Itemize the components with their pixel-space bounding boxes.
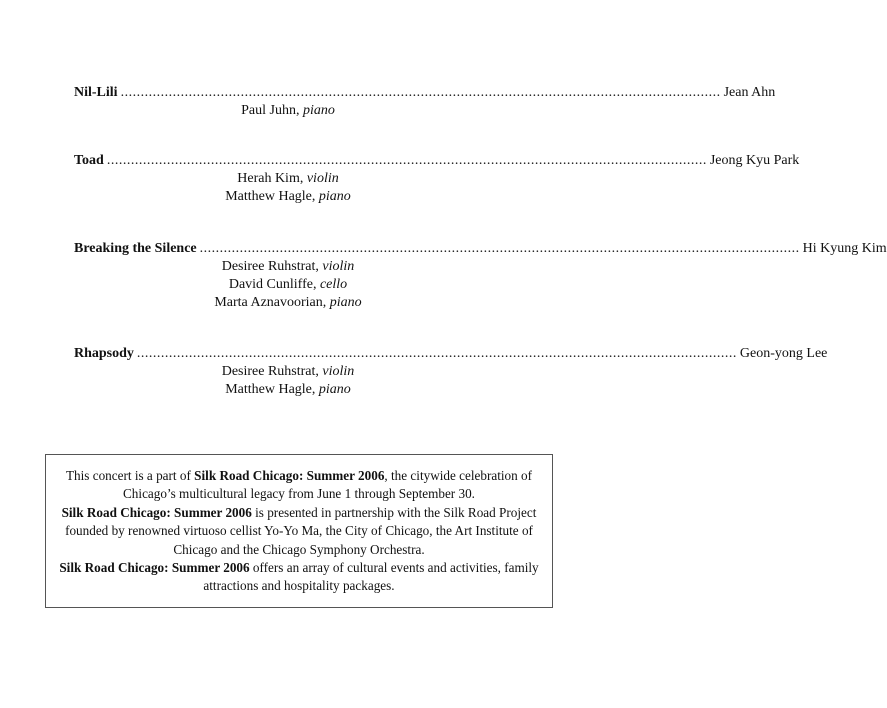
piece-title-line bbox=[74, 240, 887, 258]
piece-title: Nil-Lili bbox=[74, 85, 118, 100]
performer-instrument: cello bbox=[319, 277, 348, 292]
composer-name: Jean Ahn bbox=[723, 85, 776, 100]
program-piece bbox=[74, 152, 800, 206]
piece-title: Rhapsody bbox=[74, 346, 134, 361]
leader-dots: ...................................................................................................................................................... bbox=[199, 241, 800, 256]
performer-line bbox=[74, 381, 502, 399]
performer-line bbox=[74, 258, 502, 276]
performer-separator: , bbox=[311, 382, 319, 397]
performer-line bbox=[74, 294, 502, 312]
piece-title: Breaking the Silence bbox=[74, 241, 197, 256]
piece-title-line bbox=[74, 152, 800, 170]
program-piece bbox=[74, 345, 828, 399]
piece-title-line bbox=[74, 84, 776, 102]
performer-instrument: piano bbox=[318, 189, 351, 204]
festival-name: Silk Road Chicago: Summer 2006 bbox=[61, 504, 252, 520]
performer-name: Herah Kim bbox=[237, 171, 300, 186]
performer-instrument: violin bbox=[306, 171, 339, 186]
performer-separator: , bbox=[315, 364, 323, 379]
performer-line bbox=[74, 102, 502, 120]
composer-name: Geon-yong Lee bbox=[739, 346, 828, 361]
performer-instrument: violin bbox=[322, 259, 355, 274]
performer-separator: , bbox=[315, 259, 323, 274]
performer-name: Matthew Hagle bbox=[225, 382, 312, 397]
performer-line bbox=[74, 363, 502, 381]
performer-name: Matthew Hagle bbox=[225, 189, 312, 204]
piece-title: Toad bbox=[74, 153, 104, 168]
performer-separator: , bbox=[312, 277, 320, 292]
performer-instrument: piano bbox=[302, 103, 335, 118]
performer-separator: , bbox=[295, 103, 303, 118]
performer-name: Paul Juhn bbox=[241, 103, 296, 118]
performer-separator: , bbox=[322, 295, 330, 310]
performer-instrument: piano bbox=[318, 382, 351, 397]
leader-dots: ...................................................................................................................................................... bbox=[106, 153, 707, 168]
note-text: is presented in partnership with the Silk Road Project founded by renowned virtuoso cellist Yo-Yo Ma, the City of Chicago, the Art Institute of Chicago and the Chicago Symphony Orchestra. bbox=[65, 504, 537, 557]
silk-road-note-box bbox=[45, 454, 553, 608]
performer-name: Desiree Ruhstrat bbox=[221, 364, 316, 379]
program-piece bbox=[74, 84, 776, 120]
performer-instrument: violin bbox=[322, 364, 355, 379]
piece-title-line bbox=[74, 345, 828, 363]
leader-dots: ...................................................................................................................................................... bbox=[136, 346, 737, 361]
performer-name: David Cunliffe bbox=[228, 277, 313, 292]
program-piece bbox=[74, 240, 887, 312]
performer-name: Marta Aznavoorian bbox=[214, 295, 323, 310]
performer-instrument: piano bbox=[329, 295, 362, 310]
performer-separator: , bbox=[299, 171, 307, 186]
performer-separator: , bbox=[311, 189, 319, 204]
concert-program bbox=[74, 84, 887, 431]
note-text: offers an array of cultural events and activities, family attractions and hospitality packages. bbox=[203, 560, 539, 594]
composer-name: Hi Kyung Kim bbox=[802, 241, 887, 256]
performer-line bbox=[74, 188, 502, 206]
performer-line bbox=[74, 276, 502, 294]
festival-name: Silk Road Chicago: Summer 2006 bbox=[59, 560, 250, 576]
note-text: This concert is a part of bbox=[65, 468, 195, 483]
festival-name: Silk Road Chicago: Summer 2006 bbox=[194, 468, 385, 483]
performer-line bbox=[74, 170, 502, 188]
composer-name: Jeong Kyu Park bbox=[709, 153, 800, 168]
performer-name: Desiree Ruhstrat bbox=[221, 259, 316, 274]
leader-dots: ...................................................................................................................................................... bbox=[120, 85, 721, 100]
note-text: , the citywide celebration of Chicago’s multicultural legacy from June 1 through September 30. bbox=[123, 468, 532, 502]
